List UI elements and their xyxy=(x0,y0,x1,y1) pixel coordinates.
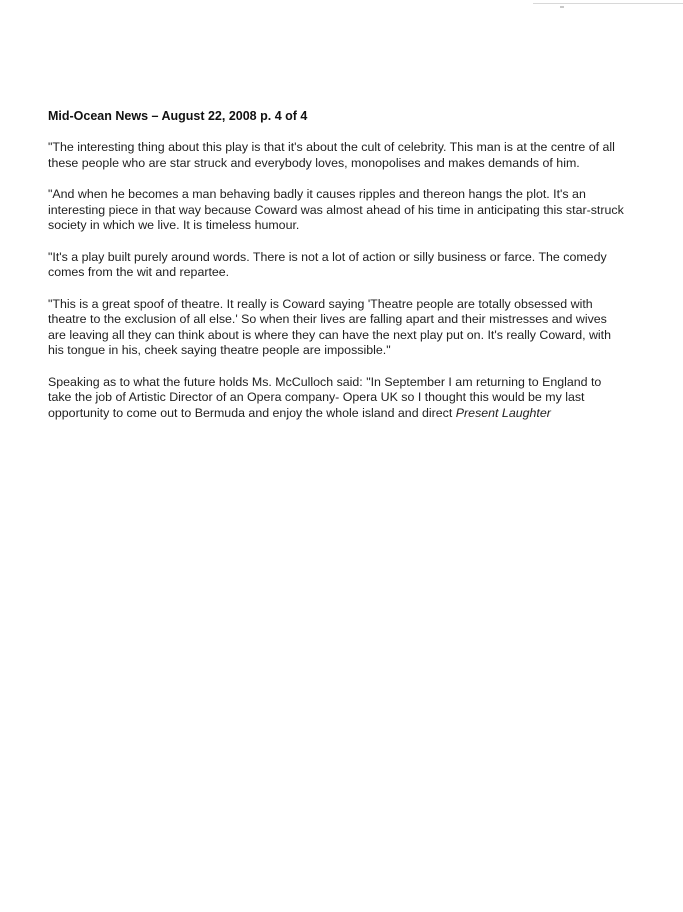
article-body xyxy=(48,108,628,437)
paragraph-3: "It's a play built purely around words. There is not a lot of action or silly business or farce. The comedy comes from the wit and repartee. xyxy=(48,249,607,279)
paragraph-5 xyxy=(48,375,628,422)
paragraph-1: "The interesting thing about this play is that it's about the cult of celebrity. This man is at the centre of all these people who are star struck and everybody loves, monopolises and makes demands of him. xyxy=(48,140,615,170)
paragraph-5-text: Speaking as to what the future holds Ms. McCulloch said: "In September I am returning to England to take the job of Artistic Director of an Opera company- Opera UK so I thought this would be my last opportunity to come out to Bermuda and enjoy the whole island and direct xyxy=(48,374,602,420)
scan-edge-line xyxy=(533,3,683,4)
scan-speck xyxy=(560,6,564,8)
play-title: Present Laughter xyxy=(455,405,551,420)
article-headline: Mid-Ocean News – August 22, 2008 p. 4 of 4 xyxy=(48,109,308,123)
paragraph-4: "This is a great spoof of theatre. It really is Coward saying 'Theatre people are totally obsessed with theatre to the exclusion of all else.' So when their lives are falling apart and their mistresses and wives are leaving all they can think about is where they can have the next play put on. It's really Coward, with his tongue in his, cheek saying theatre people are impossible." xyxy=(48,296,612,357)
paragraph-2: "And when he becomes a man behaving badly it causes ripples and thereon hangs the plot. It's an interesting piece in that way because Coward was almost ahead of his time in anticipating this star-struck society in which we live. It is timeless humour. xyxy=(48,187,624,232)
